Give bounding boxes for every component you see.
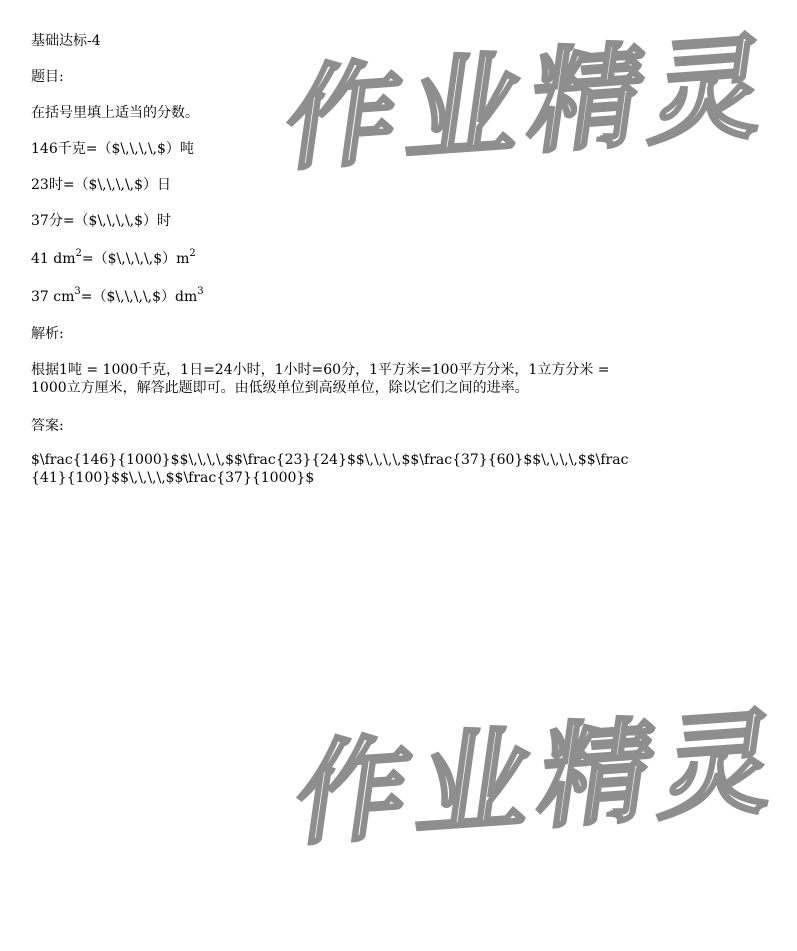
question-item (31, 176, 171, 194)
question-item-text: 37分=（$\,\,\,\,$）时 (31, 213, 172, 229)
question-item-text: 23时=（$\,\,\,\,$）日 (31, 177, 172, 193)
question-item-text: =（$\,\,\,\,$）dm (80, 289, 198, 305)
question-item (31, 288, 204, 306)
question-label: 题目: (31, 69, 64, 85)
question-item-text: 41 dm (31, 251, 76, 267)
question-instruction: 在括号里填上适当的分数。 (31, 105, 199, 121)
question-item-text: 37 cm (31, 289, 75, 305)
watermark-bottom: 作业精灵 (287, 696, 794, 862)
question-item-text: 146千克=（$\,\,\,\,$）吨 (31, 141, 194, 157)
question-item (31, 140, 194, 158)
analysis-label: 解析: (31, 326, 64, 342)
exponent: 2 (189, 248, 196, 260)
question-item-text: =（$\,\,\,\,$）m (81, 251, 190, 267)
answer-label: 答案: (31, 418, 64, 434)
analysis-text: 根据1吨 = 1000千克，1日=24小时，1小时=60分，1平方米=100平方分米，1立方分米 = 1000立方厘米，解答此题即可。由低级单位到高级单位，除以它们之间的进率。 (31, 362, 610, 396)
watermark-top: 作业精灵 (277, 21, 784, 187)
section-title: 基础达标-4 (31, 33, 101, 49)
exponent: 3 (197, 286, 204, 298)
question-item (31, 212, 171, 230)
answer-text: $\frac{146}{1000}$$\,\,\,\,$$\frac{23}{24}$$\,\,\,\,$$\frac{37}{60}$$\,\,\,\,$$\frac{41}{100}$$\,\,\,\,$$\frac{37}{1000}$ (31, 452, 629, 486)
question-item (31, 250, 196, 268)
exponent: 3 (74, 286, 81, 298)
exponent: 2 (75, 248, 82, 260)
